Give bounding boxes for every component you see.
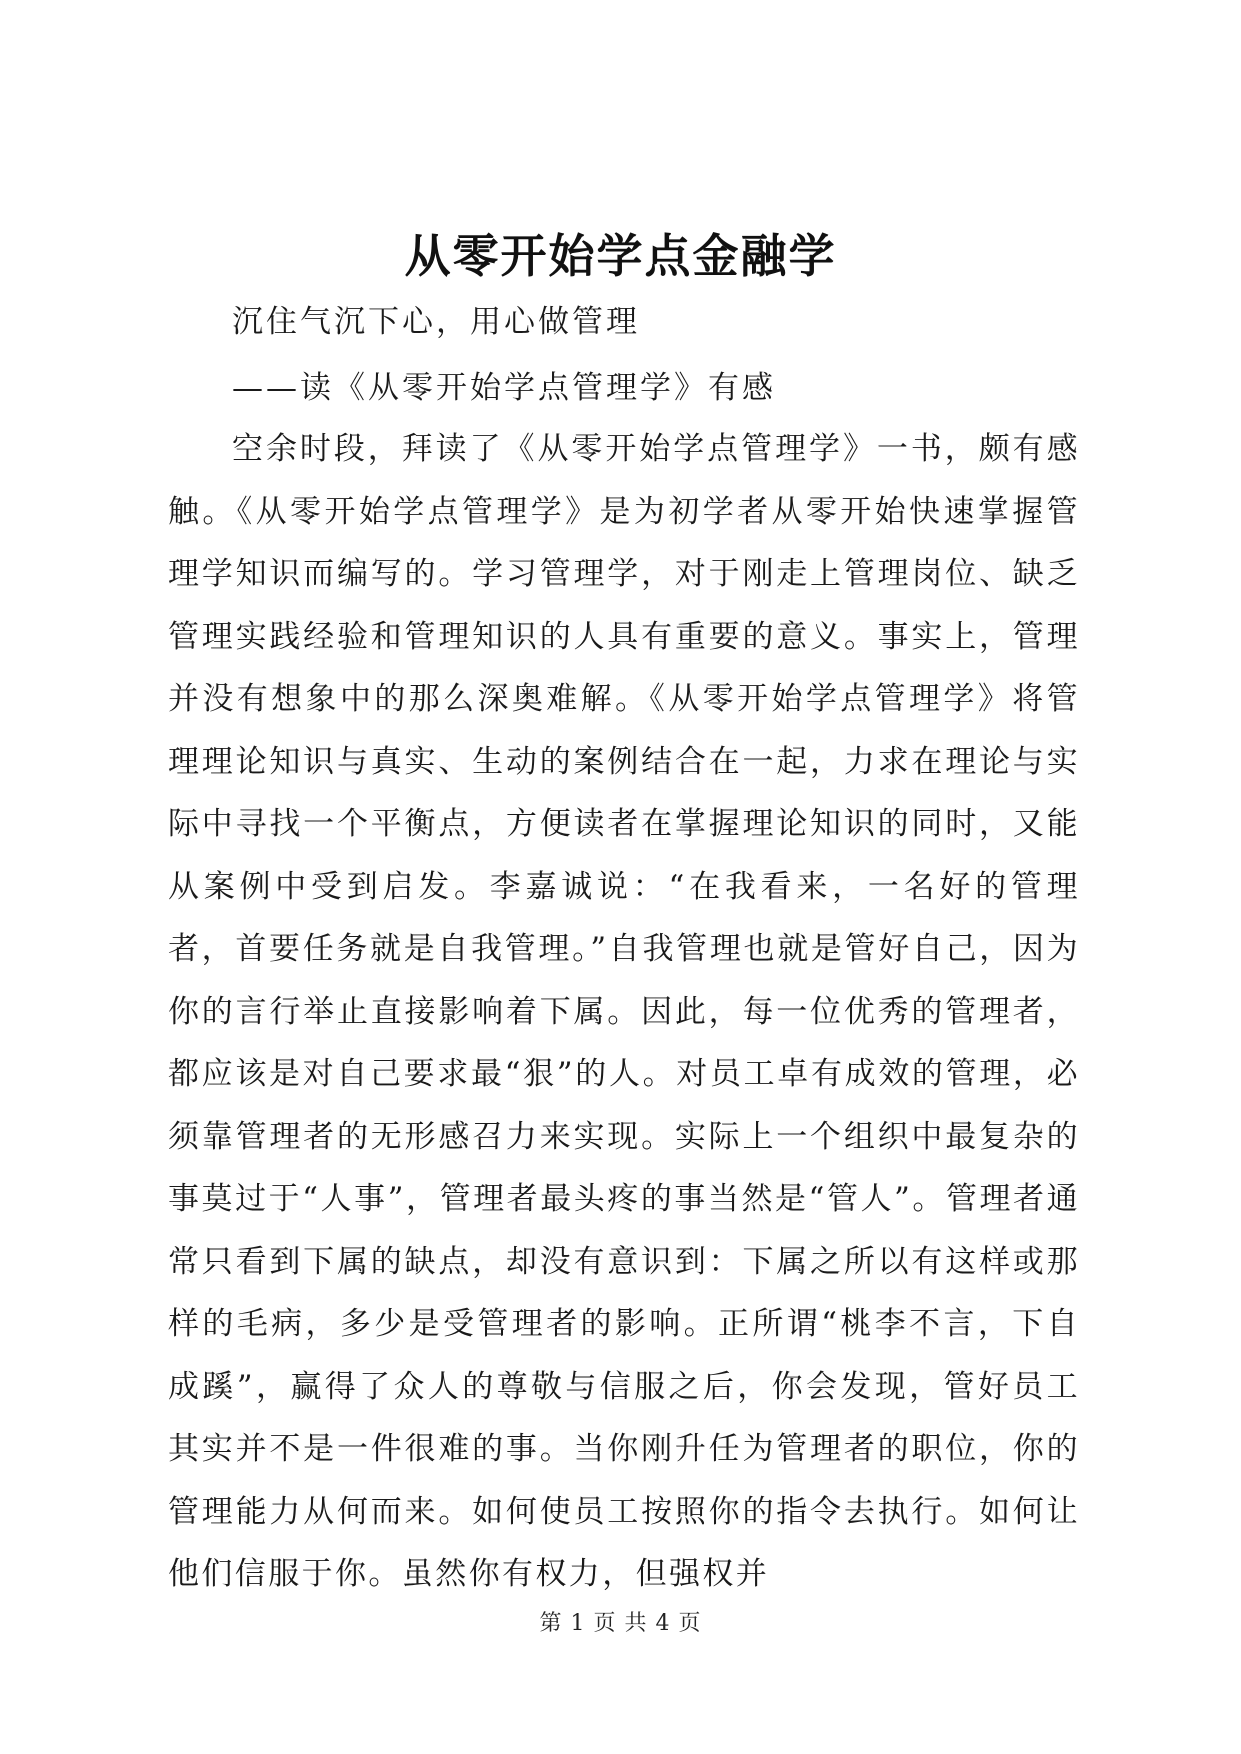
body-paragraph: 空余时段，拜读了《从零开始学点管理学》一书，颇有感触。《从零开始学点管理学》是为初学者从零开始快速掌握管理学知识而编写的。学习管理学，对于刚走上管理岗位、缺乏管理实践经验和管理知识的人具有重要的意义。事实上，管理并没有想象中的那么深奥难解。《从零开始学点管理学》将管理理论知识与真实、生动的案例结合在一起，力求在理论与实际中寻找一个平衡点，方便读者在掌握理论知识的同时，又能从案例中受到启发。李嘉诚说：“在我看来，一名好的管理者，首要任务就是自我管理。”自我管理也就是管好自己，因为你的言行举止直接影响着下属。因此，每一位优秀的管理者，都应该是对自己要求最“狠”的人。对员工卓有成效的管理，必须靠管理者的无形感召力来实现。实际上一个组织中最复杂的事莫过于“人事”，管理者最头疼的事当然是“管人”。管理者通常只看到下属的缺点，却没有意识到：下属之所以有这样或那样的毛病，多少是受管理者的影响。正所谓“桃李不言，下自成蹊”，赢得了众人的尊敬与信服之后，你会发现，管好员工其实并不是一件很难的事。当你刚升任为管理者的职位，你的管理能力从何而来。如何使员工按照你的指令去执行。如何让他们信服于你。虽然你有权力，但强权并 <box>168 431 1080 1592</box>
page-number-footer: 第 1 页 共 4 页 <box>539 1611 702 1636</box>
article-subheading: ——读《从零开始学点管理学》有感 <box>232 370 776 406</box>
article-heading: 沉住气沉下心，用心做管理 <box>232 304 640 340</box>
document-title: 从零开始学点金融学 <box>404 229 837 283</box>
